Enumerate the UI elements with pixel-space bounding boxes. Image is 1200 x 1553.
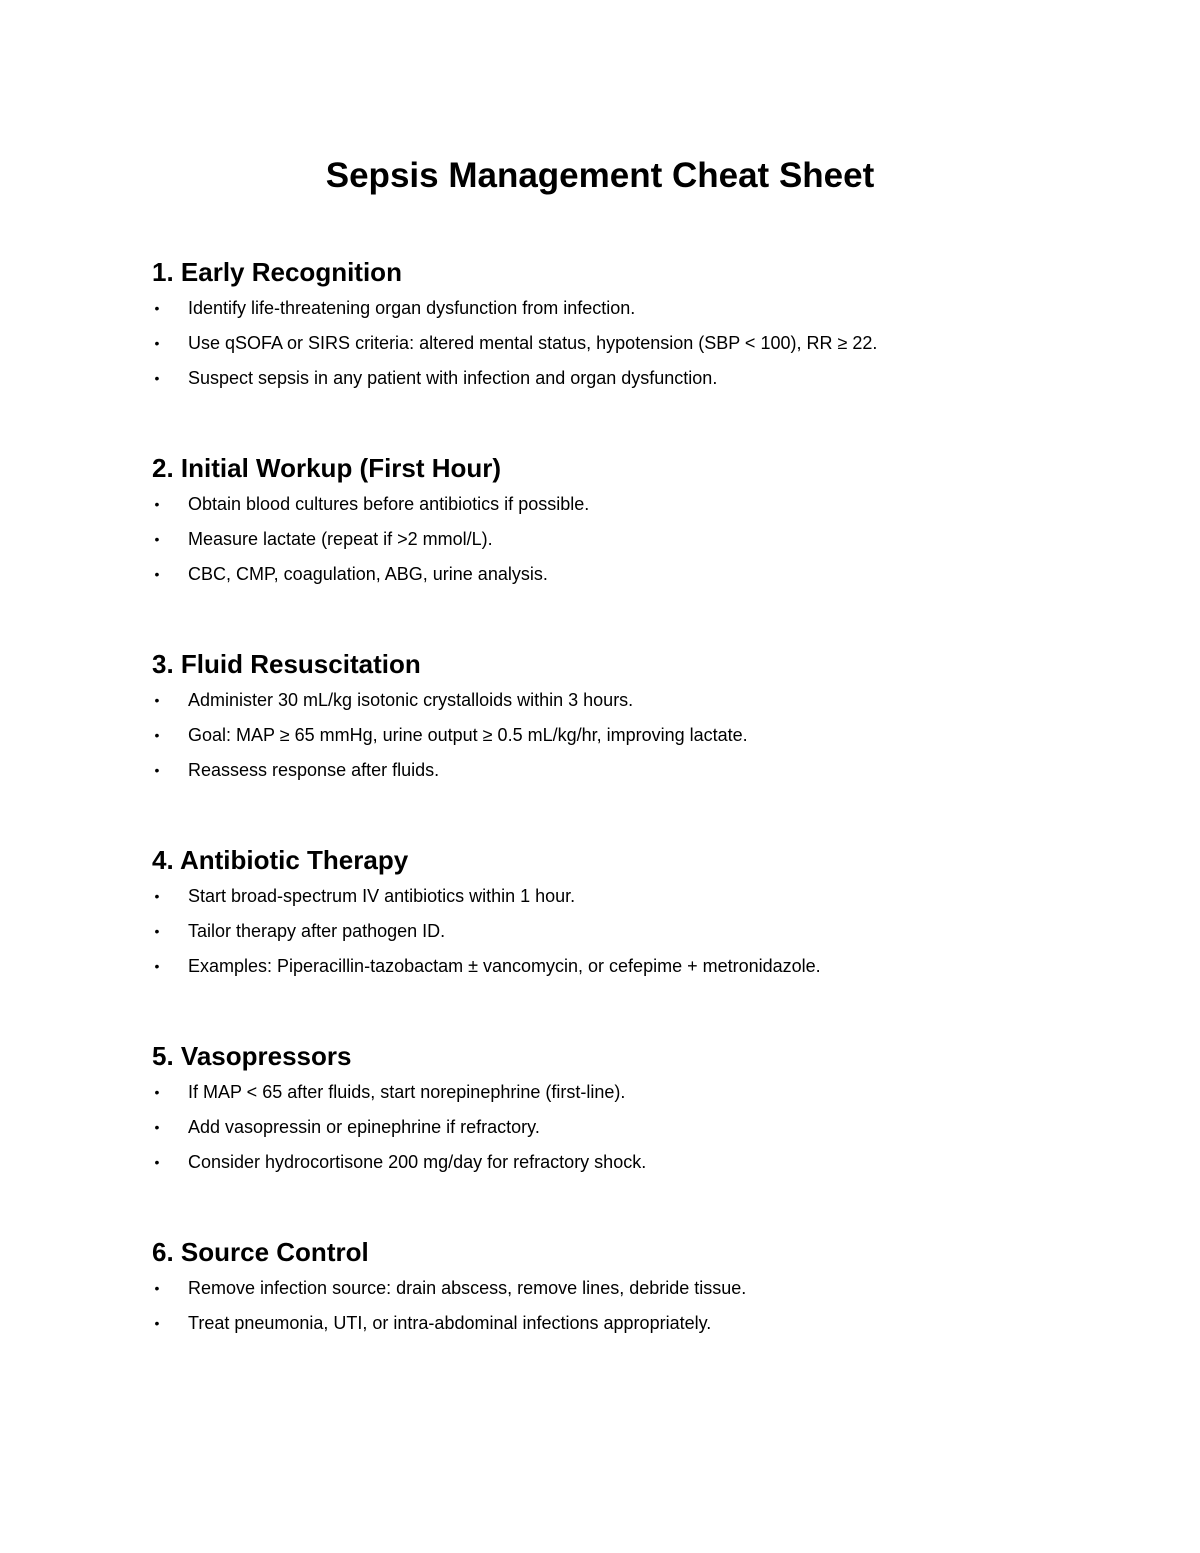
bullet-icon: • bbox=[154, 335, 160, 351]
bullet-icon: • bbox=[154, 1084, 160, 1100]
list-item bbox=[152, 368, 1052, 403]
list-item-text: Measure lactate (repeat if >2 mmol/L). bbox=[188, 529, 493, 549]
section-fluid-resuscitation bbox=[152, 648, 1052, 795]
list-item bbox=[152, 1278, 1052, 1313]
list-item-text: Suspect sepsis in any patient with infection and organ dysfunction. bbox=[188, 368, 718, 388]
bullet-icon: • bbox=[154, 531, 160, 547]
section-heading: 5. Vasopressors bbox=[152, 1041, 352, 1071]
bullet-list bbox=[152, 1082, 1052, 1187]
list-item-text: Start broad-spectrum IV antibiotics within 1 hour. bbox=[188, 886, 576, 906]
bullet-icon: • bbox=[154, 1119, 160, 1135]
list-item-text: If MAP < 65 after fluids, start norepinephrine (first-line). bbox=[188, 1082, 626, 1102]
bullet-icon: • bbox=[154, 370, 160, 386]
list-item-text: CBC, CMP, coagulation, ABG, urine analysis. bbox=[188, 564, 548, 584]
list-item-text: Use qSOFA or SIRS criteria: altered mental status, hypotension (SBP < 100), RR ≥ 22. bbox=[188, 333, 878, 353]
list-item-text: Consider hydrocortisone 200 mg/day for refractory shock. bbox=[188, 1152, 647, 1172]
bullet-icon: • bbox=[154, 923, 160, 939]
bullet-icon: • bbox=[154, 566, 160, 582]
bullet-icon: • bbox=[154, 1154, 160, 1170]
bullet-icon: • bbox=[154, 762, 160, 778]
list-item-text: Obtain blood cultures before antibiotics if possible. bbox=[188, 494, 590, 514]
section-heading: 6. Source Control bbox=[152, 1237, 369, 1267]
page-title: Sepsis Management Cheat Sheet bbox=[325, 156, 875, 195]
list-item bbox=[152, 564, 1052, 599]
list-item bbox=[152, 529, 1052, 564]
list-item bbox=[152, 956, 1052, 991]
section-heading: 2. Initial Workup (First Hour) bbox=[152, 453, 502, 483]
list-item bbox=[152, 1152, 1052, 1187]
list-item-text: Remove infection source: drain abscess, remove lines, debride tissue. bbox=[188, 1278, 747, 1298]
bullet-icon: • bbox=[154, 496, 160, 512]
list-item bbox=[152, 333, 1052, 368]
section-early-recognition bbox=[152, 256, 1052, 403]
list-item-text: Reassess response after fluids. bbox=[188, 760, 440, 780]
bullet-icon: • bbox=[154, 958, 160, 974]
bullet-list bbox=[152, 298, 1052, 403]
section-initial-workup bbox=[152, 452, 1052, 599]
list-item bbox=[152, 1117, 1052, 1152]
list-item bbox=[152, 886, 1052, 921]
bullet-icon: • bbox=[154, 692, 160, 708]
list-item-text: Identify life-threatening organ dysfunction from infection. bbox=[188, 298, 636, 318]
list-item bbox=[152, 1313, 1052, 1348]
bullet-icon: • bbox=[154, 888, 160, 904]
bullet-icon: • bbox=[154, 1280, 160, 1296]
list-item-text: Examples: Piperacillin-tazobactam ± vancomycin, or cefepime + metronidazole. bbox=[188, 956, 821, 976]
section-antibiotic-therapy bbox=[152, 844, 1052, 991]
section-heading: 4. Antibiotic Therapy bbox=[152, 845, 409, 875]
bullet-list bbox=[152, 1278, 1052, 1348]
list-item bbox=[152, 760, 1052, 795]
bullet-icon: • bbox=[154, 727, 160, 743]
list-item-text: Administer 30 mL/kg isotonic crystalloids within 3 hours. bbox=[188, 690, 634, 710]
section-source-control bbox=[152, 1236, 1052, 1348]
list-item bbox=[152, 1082, 1052, 1117]
list-item bbox=[152, 690, 1052, 725]
list-item bbox=[152, 298, 1052, 333]
list-item-text: Goal: MAP ≥ 65 mmHg, urine output ≥ 0.5 mL/kg/hr, improving lactate. bbox=[188, 725, 748, 745]
section-vasopressors bbox=[152, 1040, 1052, 1187]
list-item-text: Add vasopressin or epinephrine if refractory. bbox=[188, 1117, 540, 1137]
list-item-text: Treat pneumonia, UTI, or intra-abdominal infections appropriately. bbox=[188, 1313, 712, 1333]
section-heading: 3. Fluid Resuscitation bbox=[152, 649, 421, 679]
bullet-icon: • bbox=[154, 300, 160, 316]
bullet-list bbox=[152, 886, 1052, 991]
list-item bbox=[152, 494, 1052, 529]
bullet-icon: • bbox=[154, 1315, 160, 1331]
bullet-list bbox=[152, 494, 1052, 599]
list-item bbox=[152, 921, 1052, 956]
list-item bbox=[152, 725, 1052, 760]
list-item-text: Tailor therapy after pathogen ID. bbox=[188, 921, 446, 941]
section-heading: 1. Early Recognition bbox=[152, 257, 402, 287]
bullet-list bbox=[152, 690, 1052, 795]
